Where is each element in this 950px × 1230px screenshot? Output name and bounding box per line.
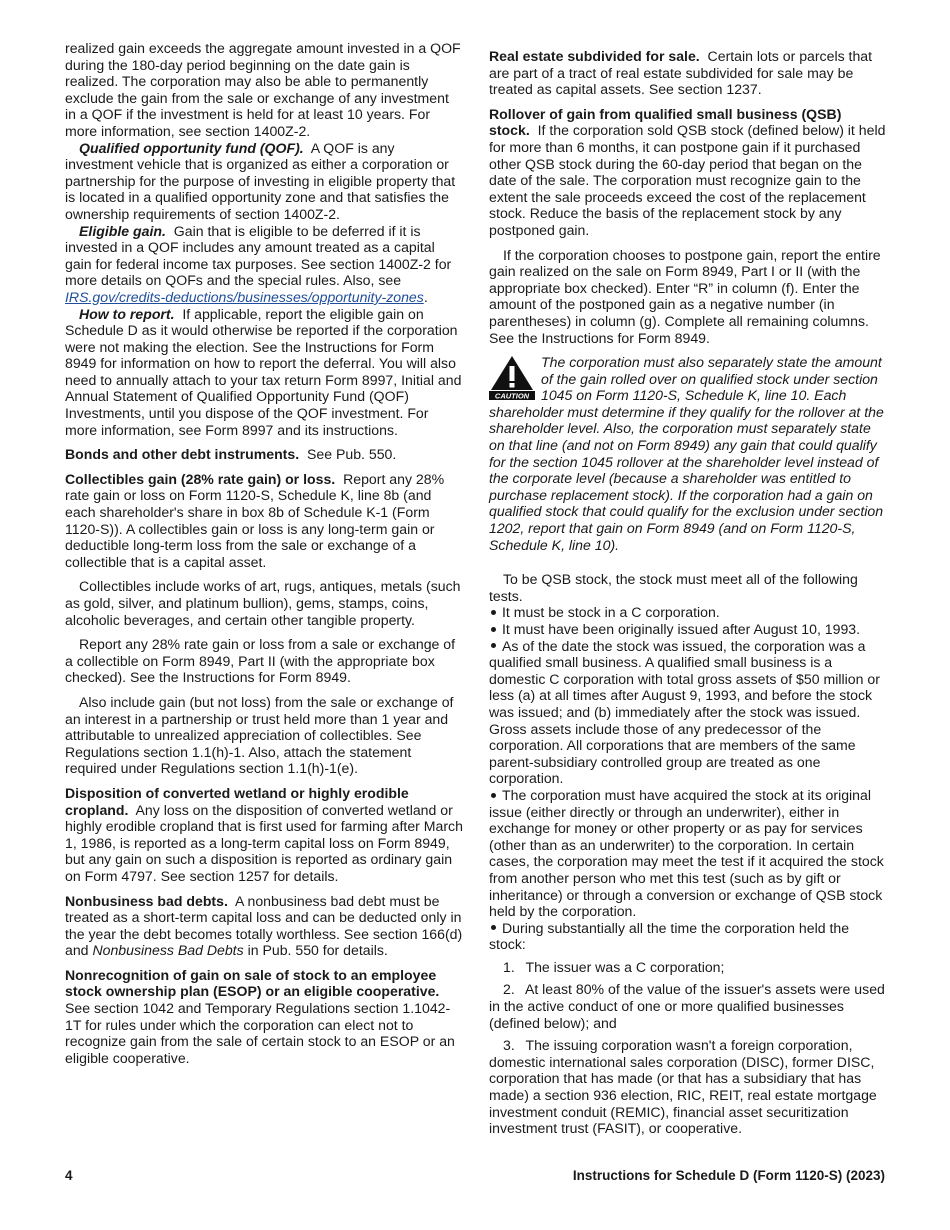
list-item (489, 787, 887, 920)
collectibles-paragraph-4: Also include gain (but not loss) from the sale or exchange of an interest in a partnership or trust held more than 1 year and attributable to unrealized appreciation of collectibles. See Regulations section 1.1(h)-1. Also, attach the statement required under Regulations section 1.1(h)-1(e). (65, 693, 454, 777)
collectibles-text: Report any 28% rate gain or loss on Form 1120-S, Schedule K, line 8b (and each shareholder's share in box 8b of Schedule K-1 (Form 1120-S)). A collectibles gain or loss is any long-term gain or deductible long-term loss from the sale or exchange of a collectible that is a capital asset. (65, 470, 445, 570)
list-item (489, 638, 887, 787)
real-estate-text: Certain lots or parcels that are part of a tract of real estate subdivided for sale may be treated as capital assets. See section 1237. (489, 48, 873, 98)
bullet-text: As of the date the stock was issued, the corporation was a qualified small business. A qualified small business is a domestic C corporation with total gross assets of $50 million or less (a) at all times after August 9, 1993, and before the stock was issued; and (b) immediately after the stock was issued. Gross assets include those of any predecessor of the corporation. All corporations that are members of the same parent-subsidiary controlled group are treated as one corporation. (489, 637, 880, 787)
bonds-text: See Pub. 550. (306, 446, 397, 463)
eligible-end: . (423, 288, 428, 305)
how-to-report-heading: How to report. (79, 305, 175, 322)
collectibles-paragraph (65, 471, 463, 571)
opportunity-zones-link[interactable]: IRS.gov/credits-deductions/businesses/opportunity-zones (65, 288, 424, 305)
collectibles-heading: Collectibles gain (28% rate gain) or loss. (65, 470, 336, 487)
bad-debts-italic: Nonbusiness Bad Debts (92, 942, 244, 959)
left-column (65, 40, 463, 1074)
bullet-icon (491, 925, 496, 930)
bullet-text: It must be stock in a C corporation. (502, 604, 720, 621)
right-column (489, 48, 887, 1137)
collectibles-paragraph-2: Collectibles include works of art, rugs, antiques, metals (such as gold, silver, and platinum bullion), gems, stamps, coins, alcoholic beverages, and certain other tangible property. (65, 578, 461, 628)
bonds-heading: Bonds and other debt instruments. (65, 446, 300, 463)
caution-icon (489, 354, 535, 400)
bullet-icon (491, 627, 496, 632)
bullet-icon (491, 793, 496, 798)
bullet-text: The corporation must have acquired the stock at its original issue (either directly or through an underwriter), either in exchange for money or other property or as pay for services (other than as an underwriter) to the corporation. In certain cases, the corporation may meet the test if it acquired the stock from another person who met this test (such as by gift or inheritance) or through a conversion or exchange of QSB stock held by the corporation. (489, 786, 884, 920)
numbered-item: 2. At least 80% of the value of the issuer's assets were used in the active conduct of one or more qualified businesses (defined below); and (489, 981, 885, 1031)
list-item (489, 920, 887, 953)
bad-debts-end: in Pub. 550 for details. (247, 942, 388, 959)
how-to-report-paragraph (65, 306, 463, 439)
wetland-text: Any loss on the disposition of converted wetland or highly erodible cropland that is first used for farming after March 1, 1986, is reported as a long-term capital loss on Form 8949, but any gain on such a disposition is reported as ordinary gain on Form 4797. See section 1257 for details. (65, 801, 463, 884)
numbered-item: 3. The issuing corporation wasn't a foreign corporation, domestic international sales corporation (DISC), former DISC, corporation that has made (or that has a subsidiary that has made) a section 936 election, RIC, REIT, real estate mortgage investment conduit (REMIC), financial asset securitization investment trust (FASIT), or cooperative. (489, 1037, 877, 1137)
bullet-icon (491, 643, 496, 648)
numbered-item: 1. The issuer was a C corporation; (503, 958, 725, 975)
real-estate-heading: Real estate subdivided for sale. (489, 48, 700, 64)
eligible-paragraph (65, 223, 463, 306)
qsb-paragraph-2: If the corporation chooses to postpone gain, report the entire gain realized on the sale on Form 8949, Part I or II (with the appropriate box checked). Enter “R” in column (f). Enter the amount of the postponed gain as a negative number (in parentheses) in column (g). Complete all remaining columns. See the Instructions for Form 8949. (489, 246, 881, 346)
qsb-text: If the corporation sold QSB stock (defined below) it held for more than 6 months, it can postpone gain if it purchased other QSB stock during the 60-day period that began on the date of the sale. The corporation must recognize gain to the extent the sale proceeds exceed the cost of the replacement stock. Reduce the basis of the replacement stock by any postponed gain. (489, 122, 886, 238)
bullet-text: It must have been originally issued after August 10, 1993. (502, 621, 861, 637)
bad-debts-heading: Nonbusiness bad debts. (65, 892, 228, 909)
intro-paragraph: realized gain exceeds the aggregate amount invested in a QOF during the 180-day period beginning on the date gain is realized. The corporation may also be able to permanently exclude the gain from the sale or exchange of any investment in a QOF if the investment is held for at least 10 years. For more information, see section 1400Z-2. (65, 40, 461, 139)
bonds-paragraph (65, 446, 463, 463)
eligible-heading: Eligible gain. (79, 222, 166, 239)
tests-intro: To be QSB stock, the stock must meet all of the following tests. (489, 571, 858, 604)
bad-debts-text: A nonbusiness bad debt must be treated as a short-term capital loss and can be deducted only in the year the debt becomes totally worthless. See section 166(d) and (65, 892, 463, 959)
how-to-report-text: If applicable, report the eligible gain on Schedule D as it would otherwise be reported if the corporation were not making the election. See the Instructions for Form 8949 for information on how to report the deferral. You will also need to annually attach to your tax return Form 8997, Initial and Annual Statement of Qualified Opportunity Fund (QOF) Investments, until you dispose of the QOF investment. For more information, see Form 8997 and its instructions. (65, 305, 462, 438)
bad-debts-paragraph (65, 893, 463, 959)
qsb-paragraph (489, 106, 887, 239)
esop-paragraph (65, 967, 463, 1067)
qof-text: A QOF is any investment vehicle that is organized as either a corporation or partnership for the purpose of investing in eligible property that is located in a qualified opportunity zone and that satisfies the ownership requirements of section 1400Z-2. (65, 139, 456, 222)
wetland-heading: Disposition of converted wetland or highly erodible cropland. (65, 784, 409, 818)
caution-label: CAUTION (494, 391, 530, 401)
caution-note (489, 354, 887, 553)
list-item (489, 621, 887, 638)
esop-text: See section 1042 and Temporary Regulations section 1.1042-1T for rules under which the corporation can elect not to recognize gain from the sale of certain stock to an ESOP or an eligible cooperative. (65, 1000, 455, 1066)
caution-text: The corporation must also separately state the amount of the gain rolled over on qualified stock under section 1045 on Form 1120-S, Schedule K, line 10. Each shareholder must determine if they qualify for the rollover at the shareholder level. Also, the corporation must separately state on that line (and not on Form 8949) any gain that could qualify for the section 1045 rollover at the shareholder level instead of the corporate level (because a shareholder was entitled to purchase replacement stock). If the corporation had a gain on qualified stock that could qualify for the exclusion under section 1202, report that gain on Form 8949 (and on Form 1120-S, Schedule K, line 10). (489, 354, 884, 553)
esop-heading: Nonrecognition of gain on sale of stock to an employee stock ownership plan (ESOP) or an eligible cooperative. (65, 966, 440, 1000)
collectibles-paragraph-3: Report any 28% rate gain or loss from a sale or exchange of a collectible on Form 8949, Part II (with the appropriate box checked). See the Instructions for Form 8949. (65, 636, 456, 686)
page-number: 4 (65, 1168, 73, 1183)
bullet-text: During substantially all the time the corporation held the stock: (489, 919, 850, 953)
wetland-paragraph (65, 785, 463, 885)
qsb-heading: Rollover of gain from qualified small business (QSB) stock. (489, 105, 842, 139)
real-estate-paragraph (489, 48, 887, 98)
eligible-text: Gain that is eligible to be deferred if it is invested in a QOF includes any amount treated as a capital gain for federal income tax purposes. See section 1400Z-2 for more details on QOFs and the special rules. Also, see (65, 222, 452, 289)
qof-paragraph (65, 140, 463, 223)
list-item (489, 604, 887, 621)
footer-title: Instructions for Schedule D (Form 1120-S) (2023) (572, 1168, 885, 1183)
bullet-icon (491, 610, 496, 615)
qof-heading: Qualified opportunity fund (QOF). (79, 139, 304, 156)
